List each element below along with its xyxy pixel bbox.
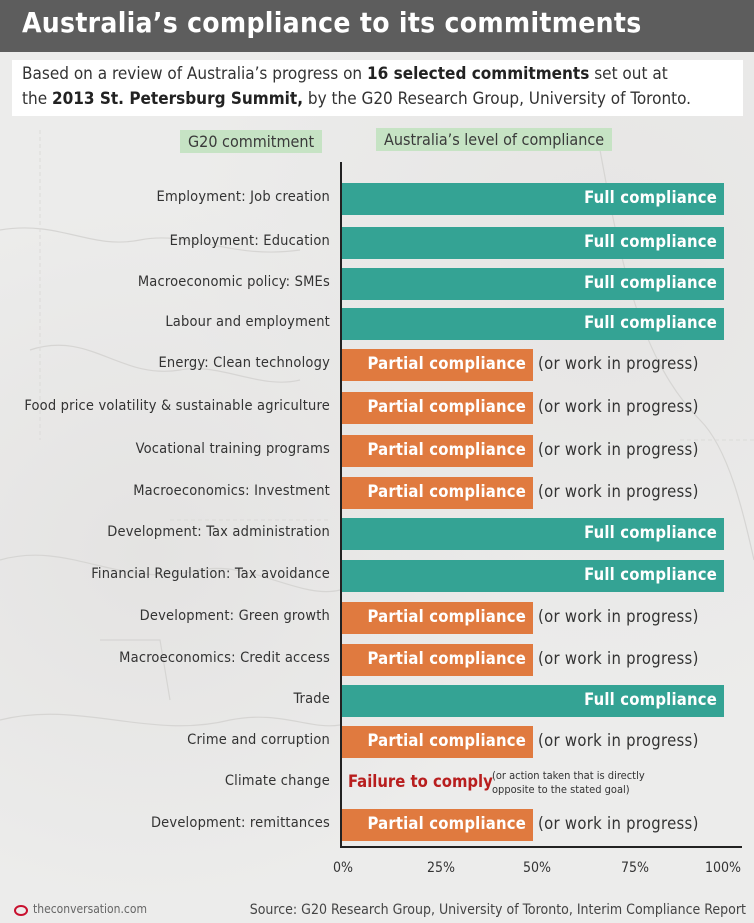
- bar-label: Full compliance: [584, 523, 717, 542]
- category-label: Food price volatility & sustainable agriculture: [24, 398, 330, 414]
- category-label: Labour and employment: [165, 314, 330, 330]
- partial-compliance-bar: [342, 477, 533, 509]
- full-compliance-bar: [342, 518, 724, 550]
- x-tick-label: 25%: [427, 860, 455, 876]
- failure-note-line: opposite to the stated goal): [492, 783, 630, 796]
- publisher-logo: [14, 902, 147, 916]
- column-header-compliance: Australia’s level of compliance: [376, 128, 612, 151]
- bar-label: Full compliance: [584, 565, 717, 584]
- partial-compliance-bar: [342, 726, 533, 758]
- subtitle-text: Based on a review of Australia’s progress on: [22, 64, 367, 84]
- bar-label: Partial compliance: [367, 397, 526, 416]
- subtitle-highlight: 2013 St. Petersburg Summit,: [51, 89, 304, 109]
- partial-note: (or work in progress): [538, 354, 699, 373]
- bar-label: Full compliance: [584, 690, 717, 709]
- partial-compliance-bar: [342, 349, 533, 381]
- bar-label: Full compliance: [584, 313, 717, 332]
- x-tick-label: 0%: [333, 860, 353, 876]
- bar-label: Partial compliance: [367, 731, 526, 750]
- full-compliance-bar: [342, 268, 724, 300]
- subtitle-highlight: 16 selected commitments: [366, 64, 590, 84]
- subtitle-text: the: [22, 89, 52, 109]
- x-axis-line: [340, 846, 742, 848]
- subtitle-line-2: [22, 89, 691, 109]
- category-label: Development: remittances: [150, 815, 330, 831]
- full-compliance-bar: [342, 183, 724, 215]
- category-label: Development: Green growth: [139, 608, 330, 624]
- bar-label: Partial compliance: [367, 354, 526, 373]
- column-header-commitment: G20 commitment: [180, 130, 322, 153]
- partial-compliance-bar: [342, 644, 533, 676]
- logo-ring-icon: [14, 905, 28, 916]
- partial-compliance-bar: [342, 435, 533, 467]
- bar-label: Full compliance: [584, 188, 717, 207]
- category-label: Financial Regulation: Tax avoidance: [91, 566, 330, 582]
- bar-label: Partial compliance: [367, 440, 526, 459]
- bar-label: Partial compliance: [367, 607, 526, 626]
- x-tick-label: 75%: [621, 860, 649, 876]
- bar-label: Full compliance: [584, 232, 717, 251]
- subtitle-line-1: [22, 64, 668, 84]
- title-bar: [0, 0, 754, 52]
- category-label: Macroeconomic policy: SMEs: [137, 274, 330, 290]
- bar-label: Partial compliance: [367, 649, 526, 668]
- partial-note: (or work in progress): [538, 482, 699, 501]
- partial-note: (or work in progress): [538, 607, 699, 626]
- chart-title: Australia’s compliance to its commitments: [22, 6, 642, 39]
- bar-label: Partial compliance: [367, 482, 526, 501]
- partial-note: (or work in progress): [538, 814, 699, 833]
- bar-label: Partial compliance: [367, 814, 526, 833]
- category-label: Trade: [293, 691, 330, 707]
- subtitle-text: set out at: [589, 64, 668, 84]
- category-label: Vocational training programs: [135, 441, 330, 457]
- subtitle-text: by the G20 Research Group, University of Toronto.: [303, 89, 692, 109]
- failure-note: [492, 769, 645, 797]
- partial-compliance-bar: [342, 809, 533, 841]
- partial-compliance-bar: [342, 602, 533, 634]
- source-note: Source: G20 Research Group, University of Toronto, Interim Compliance Report: [249, 902, 746, 918]
- partial-note: (or work in progress): [538, 440, 699, 459]
- full-compliance-bar: [342, 560, 724, 592]
- partial-note: (or work in progress): [538, 397, 699, 416]
- full-compliance-bar: [342, 308, 724, 340]
- category-label: Climate change: [224, 773, 330, 789]
- partial-note: (or work in progress): [538, 731, 699, 750]
- x-tick-label: 50%: [523, 860, 551, 876]
- x-tick-label: 100%: [705, 860, 742, 876]
- full-compliance-bar: [342, 685, 724, 717]
- logo-text: theconversation.com: [33, 902, 147, 916]
- category-label: Crime and corruption: [187, 732, 330, 748]
- category-label: Macroeconomics: Credit access: [119, 650, 330, 666]
- category-label: Employment: Education: [169, 233, 330, 249]
- category-label: Development: Tax administration: [107, 524, 330, 540]
- y-axis-line: [340, 162, 342, 848]
- partial-note: (or work in progress): [538, 649, 699, 668]
- subtitle-box: [12, 60, 743, 116]
- partial-compliance-bar: [342, 392, 533, 424]
- full-compliance-bar: [342, 227, 724, 259]
- bar-label: Full compliance: [584, 273, 717, 292]
- failure-label: Failure to comply: [348, 772, 493, 791]
- category-label: Macroeconomics: Investment: [133, 483, 330, 499]
- failure-note-line: (or action taken that is directly: [492, 769, 645, 782]
- category-label: Energy: Clean technology: [158, 355, 330, 371]
- category-label: Employment: Job creation: [156, 189, 330, 205]
